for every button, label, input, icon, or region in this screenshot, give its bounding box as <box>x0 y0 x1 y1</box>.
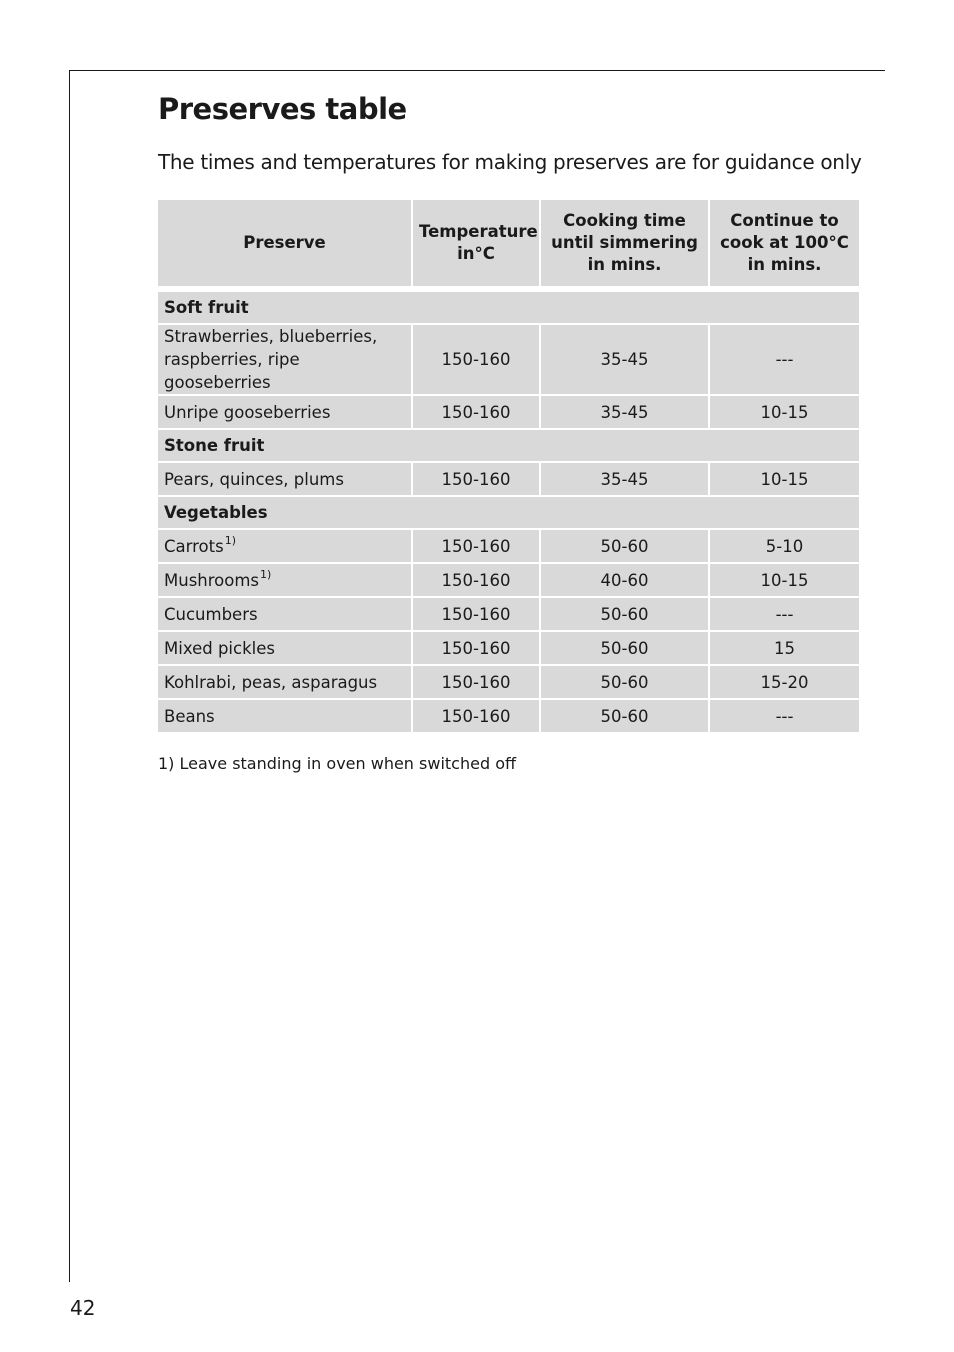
table-row <box>158 665 859 699</box>
row-cooking-time: 50-60 <box>540 699 709 732</box>
header-cooking-time <box>540 200 709 287</box>
row-temperature: 150-160 <box>412 324 540 395</box>
left-rule <box>69 70 70 1282</box>
row-name-text: Carrots <box>164 536 224 556</box>
header-temperature-line: in°C <box>457 244 495 263</box>
row-continue: --- <box>709 597 859 631</box>
table-row <box>158 699 859 732</box>
row-name-text: Mushrooms <box>164 570 260 590</box>
row-name: Pears, quinces, plums <box>158 462 412 496</box>
top-rule <box>69 70 885 71</box>
row-name: Unripe gooseberries <box>158 395 412 429</box>
footnote-marker: 1) <box>260 567 272 581</box>
row-temperature: 150-160 <box>412 395 540 429</box>
table-header-row <box>158 200 859 287</box>
row-cooking-time: 50-60 <box>540 597 709 631</box>
row-temperature: 150-160 <box>412 563 540 597</box>
header-continue-line: cook at 100°C <box>720 233 849 252</box>
row-name: Mixed pickles <box>158 631 412 665</box>
category-soft-fruit: Soft fruit <box>158 291 859 324</box>
row-continue: --- <box>709 324 859 395</box>
row-continue: 10-15 <box>709 563 859 597</box>
row-name: Kohlrabi, peas, asparagus <box>158 665 412 699</box>
row-temperature: 150-160 <box>412 597 540 631</box>
table-footnote: 1) Leave standing in oven when switched off <box>158 754 516 773</box>
row-cooking-time: 50-60 <box>540 529 709 563</box>
category-vegetables: Vegetables <box>158 496 859 529</box>
footnote-marker: 1) <box>224 533 237 547</box>
row-name <box>158 324 412 395</box>
row-temperature: 150-160 <box>412 699 540 732</box>
row-name-line: raspberries, ripe gooseberries <box>164 350 300 392</box>
row-name <box>158 563 412 597</box>
table-row <box>158 395 859 429</box>
page-subtitle: The times and temperatures for making preserves are for guidance only <box>158 150 862 174</box>
row-cooking-time: 50-60 <box>540 631 709 665</box>
row-name: Cucumbers <box>158 597 412 631</box>
preserves-table <box>158 200 859 732</box>
header-cooking-line: in mins. <box>587 255 662 274</box>
header-continue-line: Continue to <box>730 211 839 230</box>
header-continue <box>709 200 859 287</box>
table-row <box>158 324 859 395</box>
header-temperature <box>412 200 540 287</box>
category-row <box>158 291 859 324</box>
row-temperature: 150-160 <box>412 529 540 563</box>
row-name: Beans <box>158 699 412 732</box>
category-row <box>158 429 859 462</box>
table-row <box>158 462 859 496</box>
table-row <box>158 631 859 665</box>
header-cooking-line: until simmering <box>551 233 698 252</box>
header-temperature-line: Temperature <box>419 222 538 241</box>
row-cooking-time: 35-45 <box>540 324 709 395</box>
row-continue: 10-15 <box>709 395 859 429</box>
category-row <box>158 496 859 529</box>
row-cooking-time: 40-60 <box>540 563 709 597</box>
row-cooking-time: 35-45 <box>540 462 709 496</box>
row-cooking-time: 50-60 <box>540 665 709 699</box>
category-stone-fruit: Stone fruit <box>158 429 859 462</box>
row-continue: 5-10 <box>709 529 859 563</box>
table-row <box>158 563 859 597</box>
row-cooking-time: 35-45 <box>540 395 709 429</box>
row-continue: --- <box>709 699 859 732</box>
table-row <box>158 597 859 631</box>
row-name-line: Strawberries, blueberries, <box>164 327 378 346</box>
header-preserve-label: Preserve <box>243 233 326 252</box>
header-preserve <box>158 200 412 287</box>
row-continue: 10-15 <box>709 462 859 496</box>
row-continue: 15-20 <box>709 665 859 699</box>
row-name <box>158 529 412 563</box>
table-row <box>158 529 859 563</box>
page-number: 42 <box>70 1296 96 1320</box>
row-temperature: 150-160 <box>412 665 540 699</box>
row-continue: 15 <box>709 631 859 665</box>
header-cooking-line: Cooking time <box>563 211 686 230</box>
row-temperature: 150-160 <box>412 631 540 665</box>
page-title: Preserves table <box>158 92 407 126</box>
row-temperature: 150-160 <box>412 462 540 496</box>
header-continue-line: in mins. <box>747 255 822 274</box>
